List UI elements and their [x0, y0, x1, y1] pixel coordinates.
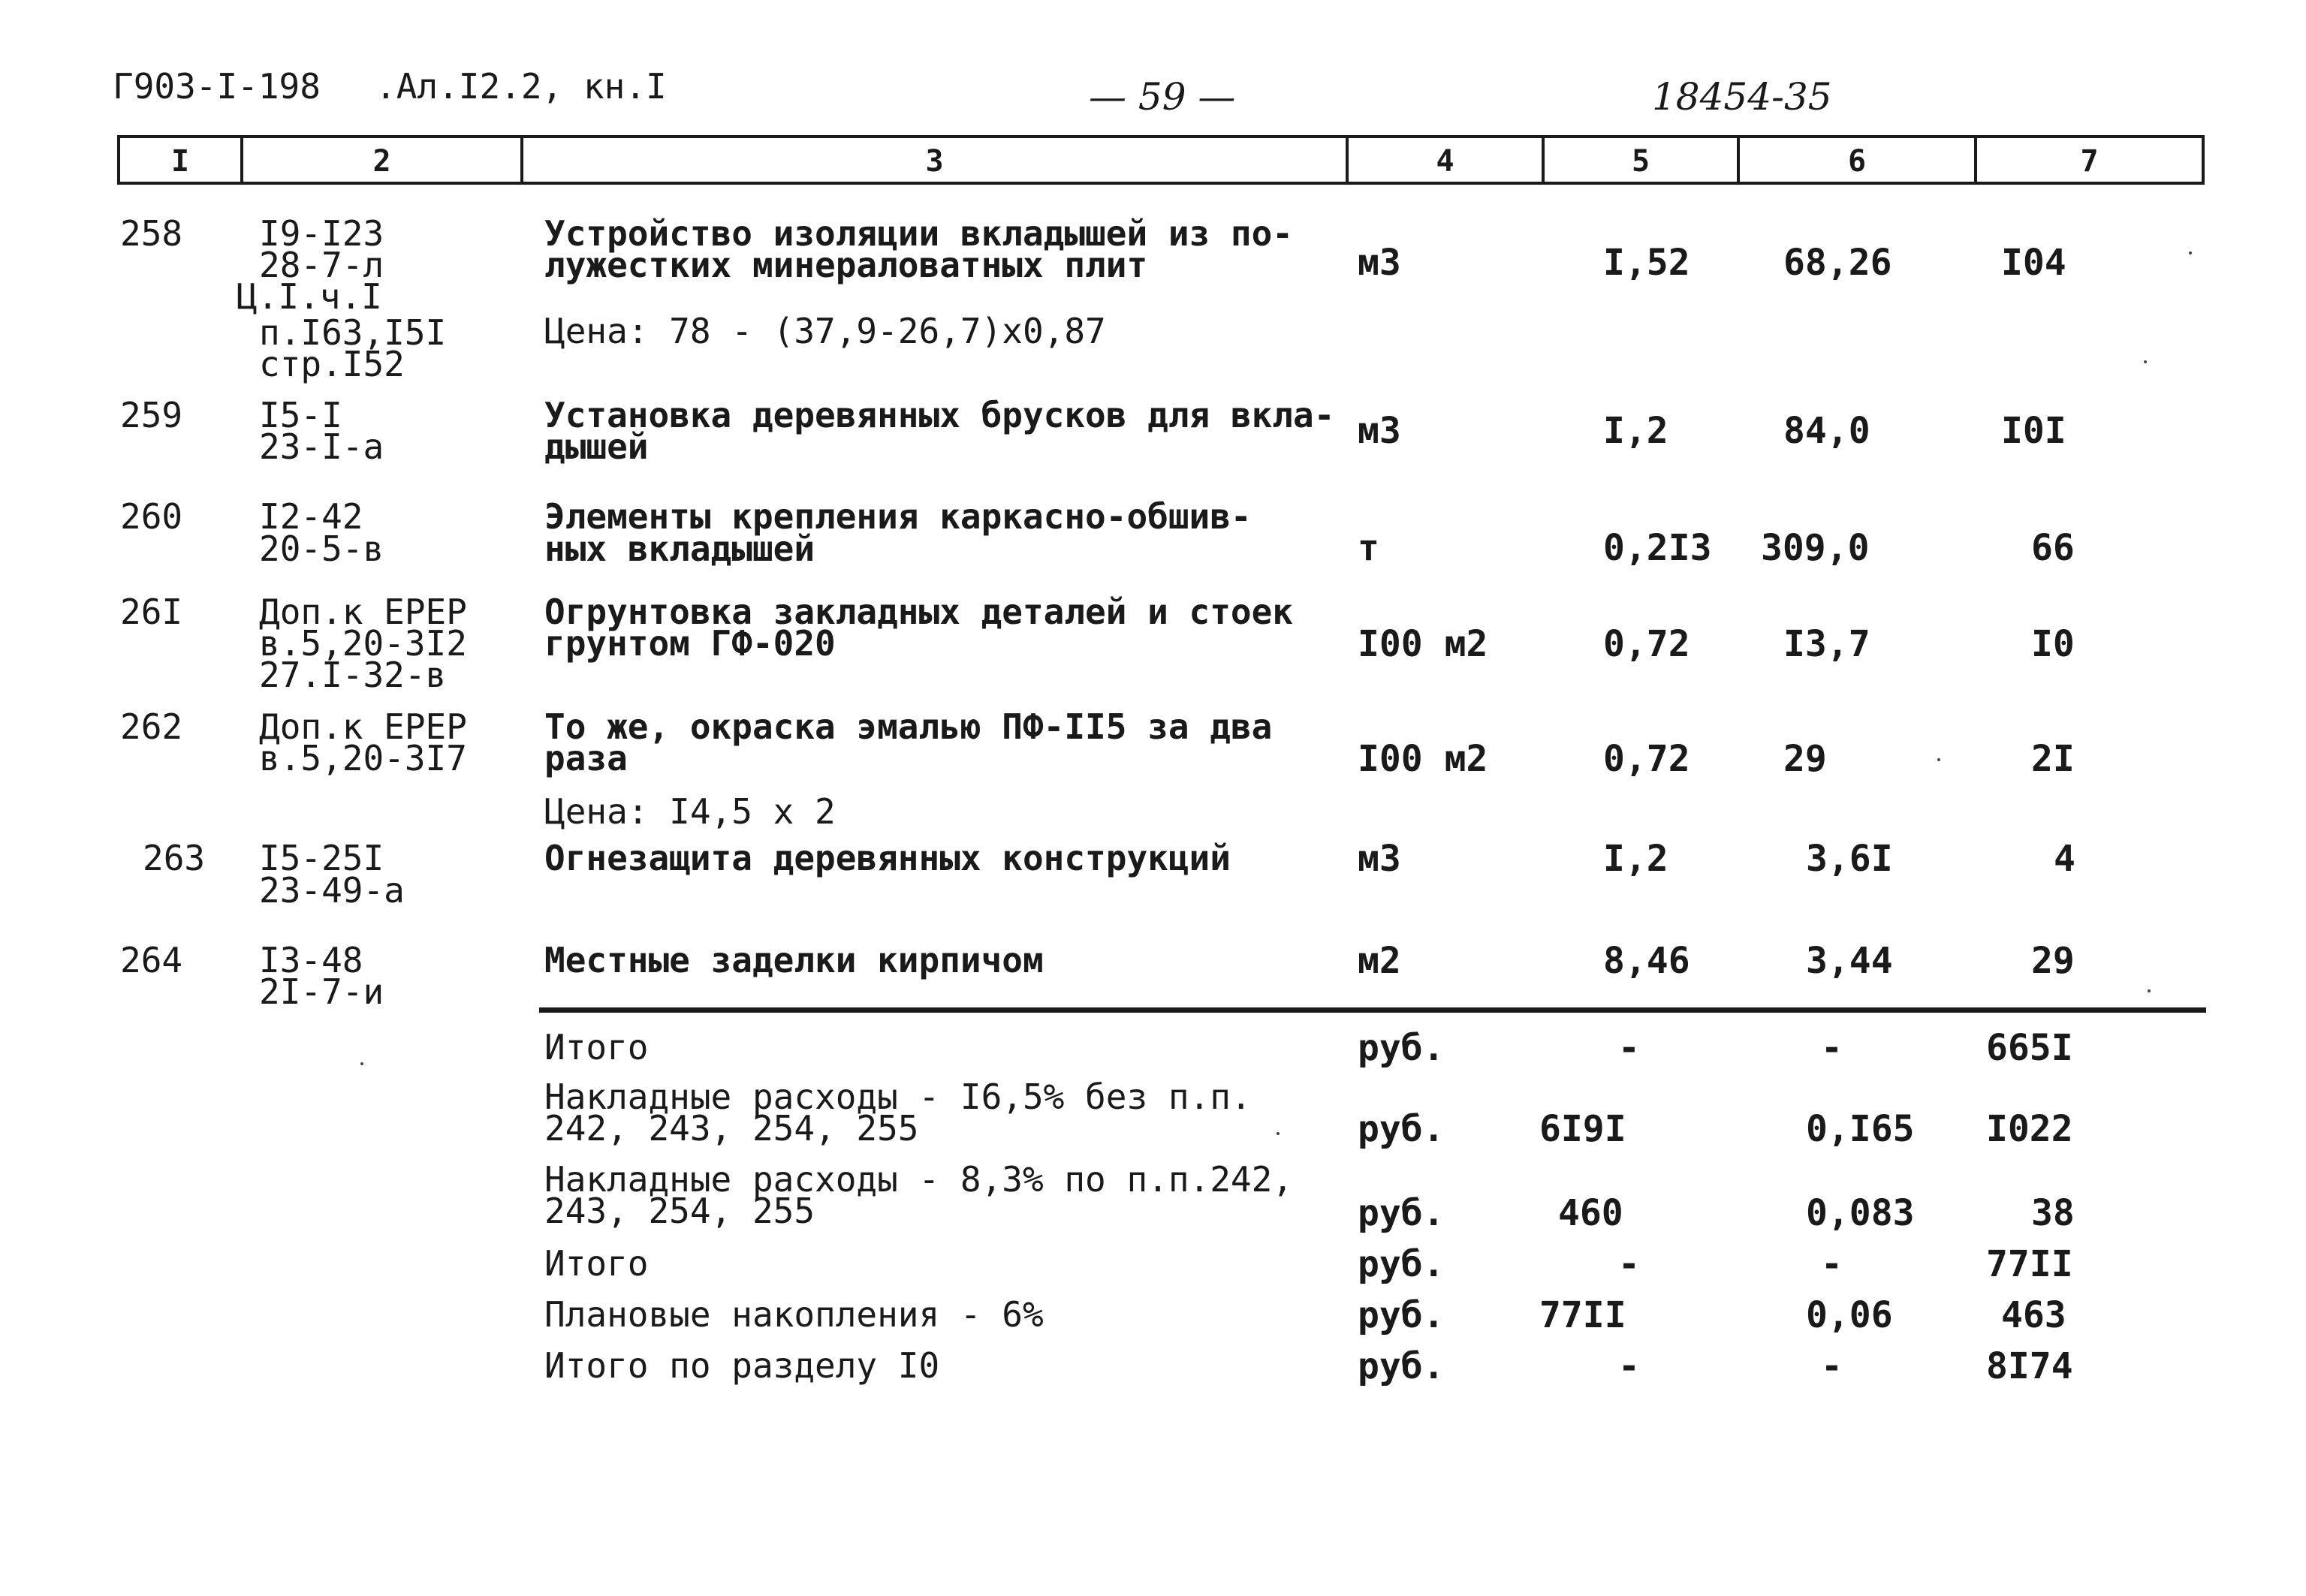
column-header-1: I	[170, 144, 190, 179]
reference-line: 28-7-л	[259, 245, 384, 285]
work-description: Элементы крепления каркасно-обшив-	[544, 496, 1252, 537]
reference-line: I2-42	[259, 496, 363, 537]
work-description: Огнезащита деревянных конструкций	[544, 838, 1231, 878]
document-code: Г903-I-198	[113, 66, 321, 107]
work-description: раза	[544, 738, 628, 778]
summary-base: -	[1618, 1027, 1640, 1069]
reference-line: Доп.к ЕРЕР	[259, 706, 467, 747]
reference-line: 23-I-а	[259, 426, 384, 467]
total-cost: 2I	[2031, 738, 2075, 780]
reference-line: стр.I52	[259, 344, 405, 384]
work-description: Огрунтовка закладных деталей и стоек	[544, 592, 1293, 632]
column-header-row	[117, 135, 2205, 185]
total-cost: 4	[2054, 838, 2075, 880]
summary-rate: -	[1821, 1345, 1843, 1387]
quantity: 0,2I3	[1603, 527, 1712, 569]
document-number: 18454-35	[1652, 75, 1832, 119]
summary-label: Итого по разделу I0	[544, 1345, 940, 1386]
reference-line: I5-25I	[259, 838, 384, 878]
summary-label: Накладные расходы - I6,5% без п.п.	[544, 1077, 1252, 1117]
scan-speck	[1937, 758, 1940, 761]
item-number: 263	[143, 838, 206, 878]
summary-base: 460	[1558, 1192, 1623, 1234]
summary-unit: руб.	[1358, 1345, 1445, 1387]
unit: I00 м2	[1358, 738, 1488, 780]
unit-price: 29	[1783, 738, 1827, 780]
item-number: 26I	[120, 592, 183, 632]
reference-line: 23-49-а	[259, 870, 405, 911]
scan-speck	[360, 1062, 363, 1065]
price-note: Цена: I4,5 х 2	[544, 791, 836, 832]
summary-amount: I022	[1986, 1108, 2073, 1150]
scan-speck	[1277, 1132, 1280, 1135]
unit-price: 3,44	[1806, 940, 1893, 982]
unit-price: 68,26	[1783, 242, 1892, 284]
unit: I00 м2	[1358, 623, 1488, 665]
unit-price: 84,0	[1783, 410, 1870, 452]
total-cost: I0	[2031, 623, 2075, 665]
summary-label: Итого	[544, 1027, 649, 1068]
summary-rate: 0,I65	[1806, 1108, 1915, 1150]
item-number: 258	[120, 213, 183, 254]
summary-label: 243, 254, 255	[544, 1191, 815, 1231]
column-header-3: 3	[925, 144, 944, 179]
scan-speck	[2148, 989, 2151, 992]
work-description: Установка деревянных брусков для вкла-	[544, 395, 1335, 435]
reference-line: Доп.к ЕРЕР	[259, 592, 467, 632]
summary-amount: 665I	[1986, 1027, 2073, 1069]
reference-line: в.5,20-3I2	[259, 623, 467, 664]
summary-rate: 0,083	[1806, 1192, 1915, 1234]
item-number: 259	[120, 395, 183, 435]
quantity: I,2	[1603, 838, 1668, 880]
unit-price: 3,6I	[1806, 838, 1893, 880]
summary-label: Накладные расходы - 8,3% по п.п.242,	[544, 1159, 1293, 1200]
item-number: 264	[120, 940, 183, 980]
summary-base: 77II	[1539, 1294, 1626, 1336]
summary-unit: руб.	[1358, 1192, 1445, 1234]
summary-base: -	[1618, 1345, 1640, 1387]
item-number: 262	[120, 706, 183, 747]
page-number: — 59 —	[1089, 75, 1236, 119]
scan-speck	[2189, 251, 2192, 254]
summary-rate: -	[1821, 1027, 1843, 1069]
unit: м3	[1358, 242, 1401, 284]
quantity: 0,72	[1603, 738, 1690, 780]
reference-line: I3-48	[259, 940, 363, 980]
summary-amount: 8I74	[1986, 1345, 2073, 1387]
total-cost: I04	[2001, 242, 2066, 284]
total-cost: 66	[2031, 527, 2075, 569]
work-description: ных вкладышей	[544, 528, 815, 569]
work-description: Местные заделки кирпичом	[544, 940, 1044, 980]
summary-divider	[539, 1007, 2206, 1013]
scan-speck	[2144, 360, 2147, 363]
work-description: лужестких минераловатных плит	[544, 245, 1148, 285]
summary-rate: 0,06	[1806, 1294, 1893, 1336]
work-description: То же, окраска эмалью ПФ-II5 за два	[544, 706, 1273, 747]
summary-label: 242, 243, 254, 255	[544, 1108, 919, 1149]
column-header-6: 6	[1847, 144, 1867, 179]
work-description: дышей	[544, 426, 649, 467]
quantity: 8,46	[1603, 940, 1690, 982]
reference-line: Ц.I.ч.I	[237, 276, 382, 317]
summary-amount: 77II	[1986, 1243, 2073, 1285]
summary-base: 6I9I	[1539, 1108, 1626, 1150]
unit: м3	[1358, 838, 1401, 880]
album-reference: .Ал.I2.2, кн.I	[375, 66, 667, 107]
unit: т	[1358, 527, 1379, 569]
work-description: грунтом ГФ-020	[544, 623, 836, 664]
unit-price: I3,7	[1783, 623, 1870, 665]
summary-amount: 463	[2001, 1294, 2066, 1336]
summary-base: -	[1618, 1243, 1640, 1285]
price-note: Цена: 78 - (37,9-26,7)х0,87	[544, 311, 1106, 351]
summary-unit: руб.	[1358, 1243, 1445, 1285]
reference-line: 27.I-32-в	[259, 655, 447, 695]
reference-line: 20-5-в	[259, 528, 384, 569]
item-number: 260	[120, 496, 183, 537]
reference-line: I5-I	[259, 395, 342, 435]
summary-rate: -	[1821, 1243, 1843, 1285]
summary-label: Плановые накопления - 6%	[544, 1294, 1044, 1335]
quantity: I,2	[1603, 410, 1668, 452]
reference-line: I9-I23	[259, 213, 384, 254]
unit-price: 309,0	[1761, 527, 1870, 569]
total-cost: I0I	[2001, 410, 2066, 452]
reference-line: 2I-7-и	[259, 971, 384, 1012]
column-header-4: 4	[1436, 144, 1454, 179]
summary-amount: 38	[2031, 1192, 2075, 1234]
column-header-2: 2	[372, 144, 391, 179]
reference-line: в.5,20-3I7	[259, 738, 467, 778]
unit: м3	[1358, 410, 1401, 452]
unit: м2	[1358, 940, 1401, 982]
reference-line: п.I63,I5I	[259, 312, 447, 353]
quantity: 0,72	[1603, 623, 1690, 665]
total-cost: 29	[2031, 940, 2075, 982]
column-header-7: 7	[2080, 144, 2099, 179]
work-description: Устройство изоляции вкладышей из по-	[544, 213, 1293, 254]
column-header-5: 5	[1631, 144, 1650, 179]
summary-unit: руб.	[1358, 1108, 1445, 1150]
quantity: I,52	[1603, 242, 1690, 284]
summary-label: Итого	[544, 1243, 649, 1284]
summary-unit: руб.	[1358, 1294, 1445, 1336]
summary-unit: руб.	[1358, 1027, 1445, 1069]
